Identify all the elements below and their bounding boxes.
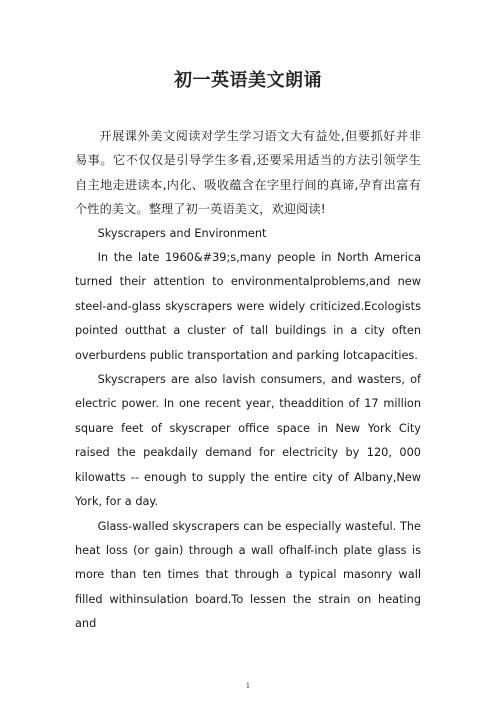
document-title: 初一英语美文朗诵 [174,70,322,91]
essay-title: Skyscrapers and Environment [97,226,267,240]
document-body [75,124,421,637]
page-number: 1 [245,682,251,690]
intro-paragraph: 开展课外美文阅读对学生学习语文大有益处,但要抓好并非易事。它不仅仅是引导学生多看,还要采用适当的方法引领学生自主地走进读本,内化、吸收蕴含在字里行间的真谛,孕育出富有个性的美文。整理了初一英语美文，欢迎阅读! [75,129,421,217]
essay-paragraph-3: Glass-walled skyscrapers can be especially wasteful. The heat loss (or gain) through a wall ofhalf-inch plate glass is more than ten times that through a typical masonry wall filled withinsulation board.To lessen the strain on heating and [75,519,421,631]
essay-paragraph-1: In the late 1960&#39;s,many people in North America turned their attention to environmentalproblems,and new steel-and-glass skyscrapers were widely criticized.Ecologists pointed outthat a cluster of tall buildings in a city often overburdens public transportation and parking lotcapacities. [75,251,421,362]
essay-paragraph-2: Skyscrapers are also lavish consumers, and wasters, of electric power. In one recent year, theaddition of 17 million square feet of skyscraper office space in New York City raised the peakdaily demand for electricity by 120, 000 kilowatts -- enough to supply the entire city of Albany,New York, for a day. [75,373,421,509]
